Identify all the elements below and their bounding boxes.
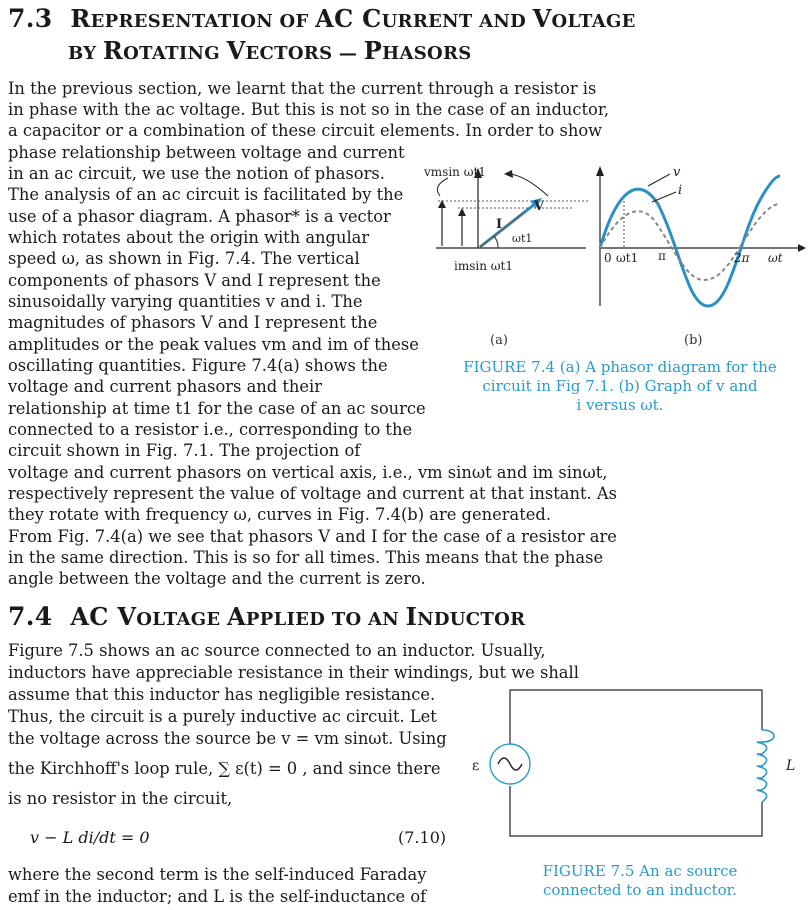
section-title-line1: REPRESENTATION OF AC CURRENT AND VOLTAGE xyxy=(70,4,636,33)
text-line: sinusoidally varying quantities v and i. The xyxy=(8,292,363,311)
figure-7-4-diagram xyxy=(418,156,806,352)
text-line: circuit shown in Fig. 7.1. The projection of xyxy=(8,441,361,460)
text-line: magnitudes of phasors V and I represent the xyxy=(8,313,378,332)
text-line: the Kirchhoff's loop rule, ∑ ε(t) = 0 , and since there xyxy=(8,759,441,778)
text-line: respectively represent the value of voltage and current at that instant. As xyxy=(8,484,617,503)
section-number: 7.4 xyxy=(8,602,53,631)
caption-line: connected to an inductor. xyxy=(543,881,737,899)
text-line: where the second term is the self-induced Faraday xyxy=(8,865,427,884)
label-curve-i: i xyxy=(678,183,683,198)
text-line: in phase with the ac voltage. But this is not so in the case of an inductor, xyxy=(8,100,610,119)
text-line: relationship at time t1 for the case of an ac source xyxy=(8,399,426,418)
text-line: connected to a resistor i.e., corresponding to the xyxy=(8,420,413,439)
text-line: phase relationship between voltage and current xyxy=(8,143,405,162)
text-line: inductors have appreciable resistance in their windings, but we shall xyxy=(8,663,579,682)
section-number: 7.3 xyxy=(8,4,53,33)
figure-label-a: (a) xyxy=(490,333,508,348)
text-line: speed ω, as shown in Fig. 7.4. The vertical xyxy=(8,249,360,268)
figure-7-5-circuit xyxy=(466,682,806,852)
text-line: use of a phasor diagram. A phasor* is a vector xyxy=(8,207,391,226)
text-line: Thus, the circuit is a purely inductive ac circuit. Let xyxy=(8,707,437,726)
section-heading-7-3-line2: BY ROTATING VECTORS — PHASORS xyxy=(68,36,472,65)
section-heading-7-3 xyxy=(8,4,636,33)
text-line: emf in the inductor; and L is the self-inductance of xyxy=(8,887,427,906)
text-line: components of phasors V and I represent the xyxy=(8,271,381,290)
section-title: AC VOLTAGE APPLIED TO AN INDUCTOR xyxy=(70,602,526,631)
label-vm-sin: vmsin ωt1 xyxy=(424,165,486,179)
text-line: oscillating quantities. Figure 7.4(a) shows the xyxy=(8,356,388,375)
source-label: ε xyxy=(472,758,480,774)
axis-2pi: 2π xyxy=(734,251,750,265)
figure-label-b: (b) xyxy=(684,333,703,348)
equation-7-10: v − L di/dt = 0 xyxy=(30,828,150,847)
text-line: is no resistor in the circuit, xyxy=(8,789,233,808)
text-line: amplitudes or the peak values vm and im of these xyxy=(8,335,419,354)
label-curve-v: v xyxy=(673,165,681,180)
axis-wt1: ωt1 xyxy=(616,251,639,265)
text-line: assume that this inductor has negligible resistance. xyxy=(8,685,436,704)
axis-wt: ωt xyxy=(768,251,783,265)
label-I: I xyxy=(496,217,503,232)
axis-pi: π xyxy=(658,249,666,263)
equation-number: (7.10) xyxy=(398,828,447,847)
text-line: voltage and current phasors and their xyxy=(8,377,323,396)
label-wt1: ωt1 xyxy=(512,232,533,245)
text-line: voltage and current phasors on vertical axis, i.e., vm sinωt and im sinωt, xyxy=(8,463,608,482)
label-im-sin: imsin ωt1 xyxy=(454,259,513,273)
caption-line: circuit in Fig 7.1. (b) Graph of v and xyxy=(482,377,758,395)
figure-7-5-caption xyxy=(490,862,790,900)
text-line: a capacitor or a combination of these circuit elements. In order to show xyxy=(8,121,603,140)
text-line: In the previous section, we learnt that the current through a resistor is xyxy=(8,79,597,98)
caption-line: i versus ωt. xyxy=(576,396,664,414)
text-line: the voltage across the source be v = vm sinωt. Using xyxy=(8,729,447,748)
sine-graph xyxy=(596,166,806,306)
section-heading-7-4 xyxy=(8,602,525,631)
figure-7-4-caption xyxy=(440,358,800,415)
text-line: The analysis of an ac circuit is facilitated by the xyxy=(8,185,404,204)
text-line: Figure 7.5 shows an ac source connected to an inductor. Usually, xyxy=(8,641,546,660)
label-V: V xyxy=(534,199,545,214)
axis-zero: 0 xyxy=(604,251,612,265)
caption-line: FIGURE 7.5 An ac source xyxy=(542,862,738,880)
text-line: which rotates about the origin with angular xyxy=(8,228,370,247)
text-line: From Fig. 7.4(a) we see that phasors V and I for the case of a resistor are xyxy=(8,527,617,546)
text-line: angle between the voltage and the current is zero. xyxy=(8,569,426,588)
text-line: in the same direction. This is so for all times. This means that the phase xyxy=(8,548,604,567)
text-line: in an ac circuit, we use the notion of phasors. xyxy=(8,164,385,183)
text-line: they rotate with frequency ω, curves in Fig. 7.4(b) are generated. xyxy=(8,505,551,524)
caption-line: FIGURE 7.4 (a) A phasor diagram for the xyxy=(463,358,777,376)
inductor-label: L xyxy=(786,758,796,774)
